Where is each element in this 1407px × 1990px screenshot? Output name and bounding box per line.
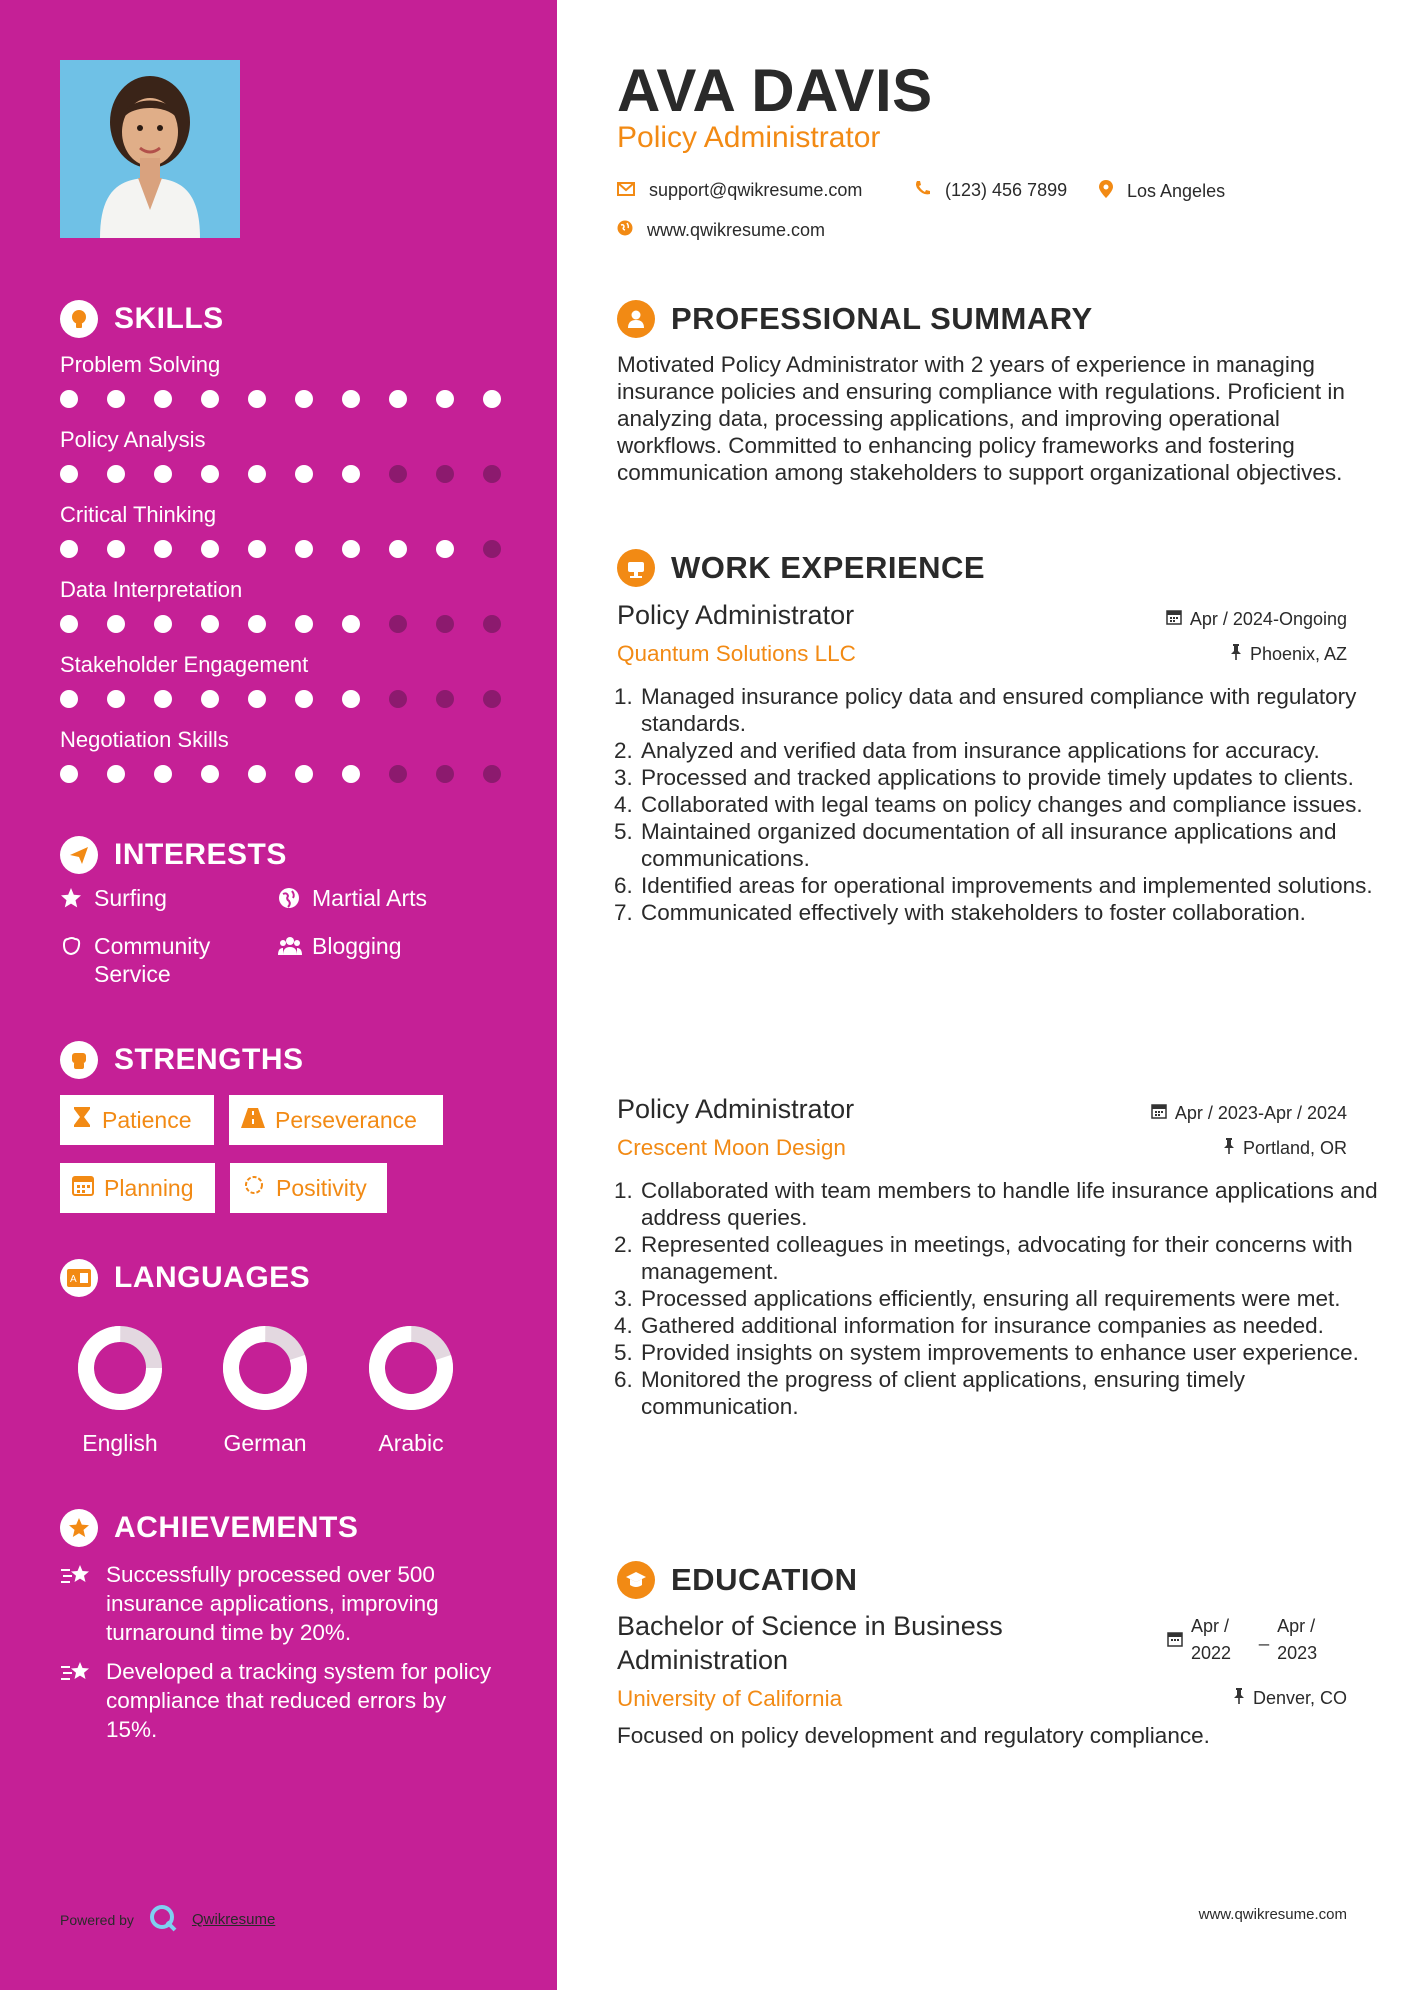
job-duty: 3. Processed applications efficiently, ensuring all requirements were met. (639, 1285, 1384, 1312)
strength-chip (229, 1095, 443, 1145)
translate-icon (60, 1259, 98, 1297)
calendar-icon (1167, 1613, 1183, 1667)
achievement-item (60, 1657, 500, 1744)
language-name: English (82, 1430, 158, 1456)
education-start (1191, 1613, 1231, 1667)
summary-title: PROFESSIONAL SUMMARY (671, 301, 1093, 336)
degree-title (617, 1609, 1003, 1677)
school-name: University of California (617, 1686, 843, 1711)
rating-dot-filled (342, 615, 360, 633)
rating-dot-filled (60, 615, 78, 633)
job-location (1230, 644, 1347, 665)
powered-label: Powered by (60, 1911, 134, 1928)
sun-icon (242, 1173, 266, 1203)
pin-icon (1233, 1688, 1245, 1709)
rating-dot-filled (60, 390, 78, 408)
rating-dot-filled (389, 390, 407, 408)
rating-dot-filled (201, 615, 219, 633)
interests-heading (60, 836, 287, 874)
date-part: Apr / (1277, 1616, 1316, 1636)
languages-title: LANGUAGES (114, 1261, 311, 1294)
globe-icon (617, 220, 633, 241)
road-icon (241, 1107, 265, 1134)
rating-dot-empty (436, 615, 454, 633)
sidebar (0, 0, 557, 1990)
skill-label: Data Interpretation (60, 577, 243, 602)
rating-dot-filled (295, 540, 313, 558)
rating-dot-filled (154, 690, 172, 708)
graduation-cap-icon (617, 1561, 655, 1599)
calendar-icon (1166, 609, 1182, 630)
rating-dot-empty (389, 615, 407, 633)
skill-rating (60, 765, 501, 783)
rating-dot-empty (436, 765, 454, 783)
experience-title: WORK EXPERIENCE (671, 550, 986, 585)
interests-title: INTERESTS (114, 838, 287, 871)
job-duty: 7. Communicated effectively with stakeholders to foster collaboration. (639, 899, 1384, 926)
map-pin-icon (1099, 180, 1113, 203)
shooting-star-icon (60, 1657, 92, 1744)
job-dates-text: Apr / 2024-Ongoing (1189, 609, 1347, 629)
qwikresume-logo-icon (148, 1903, 178, 1936)
phone-text[interactable]: (123) 456 7899 (945, 180, 1068, 200)
strength-chip (60, 1095, 214, 1145)
rating-dot-filled (248, 690, 266, 708)
language-item (200, 1325, 330, 1457)
rating-dot-filled (248, 540, 266, 558)
rating-dot-empty (436, 690, 454, 708)
rating-dot-filled (154, 615, 172, 633)
rating-dot-filled (342, 765, 360, 783)
experience-heading (617, 549, 985, 587)
interest-item (278, 884, 427, 915)
contact-website (617, 220, 825, 241)
strengths-title: STRENGTHS (114, 1043, 304, 1076)
job-location-text: Portland, OR (1242, 1138, 1347, 1158)
school-location-text: Denver, CO (1252, 1688, 1347, 1708)
education-heading (617, 1561, 857, 1599)
skill-label: Policy Analysis (60, 427, 206, 452)
strength-label: Patience (102, 1106, 192, 1133)
email-text[interactable]: support@qwikresume.com (649, 180, 863, 200)
date-part: 2023 (1277, 1643, 1318, 1663)
interest-item (278, 932, 402, 963)
rating-dot-filled (107, 540, 125, 558)
job-location-text: Phoenix, AZ (1249, 644, 1347, 664)
date-part: 2022 (1191, 1643, 1232, 1663)
powered-by (60, 1903, 275, 1936)
rating-dot-filled (201, 390, 219, 408)
contact-email (617, 180, 862, 201)
skill-label: Problem Solving (60, 352, 221, 377)
skill-rating (60, 690, 501, 708)
job-duty: 2. Represented colleagues in meetings, advocating for their concerns with management. (639, 1231, 1384, 1285)
rating-dot-empty (389, 690, 407, 708)
interest-label: Community Service (94, 933, 211, 987)
language-donut (368, 1325, 454, 1411)
language-name: Arabic (378, 1430, 444, 1456)
rating-dot-filled (201, 465, 219, 483)
skill-label: Critical Thinking (60, 502, 217, 527)
job-company: Quantum Solutions LLC (617, 641, 856, 666)
lightbulb-icon (60, 300, 98, 338)
skill-label: Stakeholder Engagement (60, 652, 309, 677)
achievement-item (60, 1560, 500, 1647)
job-duty: 6. Monitored the progress of client applications, ensuring timely communication. (639, 1366, 1384, 1420)
language-donut (77, 1325, 163, 1411)
job-dates (1166, 609, 1347, 630)
rating-dot-filled (201, 540, 219, 558)
language-item (346, 1325, 476, 1457)
rating-dot-filled (436, 540, 454, 558)
rating-dot-filled (342, 540, 360, 558)
website-text[interactable]: www.qwikresume.com (647, 220, 826, 240)
skills-heading (60, 300, 224, 338)
achievement-text: Developed a tracking system for policy compliance that reduced errors by 15%. (106, 1659, 492, 1742)
profile-photo (60, 60, 240, 238)
candidate-role: Policy Administrator (617, 121, 881, 154)
job-duty: 6. Identified areas for operational improvements and implemented solutions. (639, 872, 1384, 899)
rating-dot-filled (295, 465, 313, 483)
rating-dot-filled (154, 390, 172, 408)
skill-label: Negotiation Skills (60, 727, 229, 752)
envelope-icon (617, 180, 635, 201)
education-description: Focused on policy development and regulatory compliance. (617, 1723, 1210, 1748)
rating-dot-filled (295, 390, 313, 408)
language-name: German (223, 1430, 307, 1456)
rating-dot-filled (154, 765, 172, 783)
job-company: Crescent Moon Design (617, 1135, 846, 1160)
job-duty: 5. Provided insights on system improvements to enhance user experience. (639, 1339, 1384, 1366)
skill-rating (60, 615, 501, 633)
skill-rating (60, 390, 501, 408)
footer-url[interactable]: www.qwikresume.com (1198, 1906, 1347, 1923)
job-duty: 2. Analyzed and verified data from insurance applications for accuracy. (639, 737, 1384, 764)
strength-chip (60, 1163, 215, 1213)
rating-dot-empty (483, 540, 501, 558)
education-title: EDUCATION (671, 1562, 858, 1597)
strength-chip (230, 1163, 387, 1213)
language-item (55, 1325, 185, 1457)
candidate-name: AVA DAVIS (617, 57, 933, 124)
rating-dot-filled (107, 765, 125, 783)
summary-text: Motivated Policy Administrator with 2 years of experience in managing insurance policies and ensuring compliance with regulations. Proficient in analyzing data, processing applications, and improving operational workflows. Committed to enhancing policy frameworks and fostering communication among stakeholders to support organizational objectives. (617, 352, 1345, 485)
strength-label: Perseverance (275, 1106, 417, 1133)
languages-heading (60, 1259, 310, 1297)
interest-label: Surfing (94, 885, 167, 911)
hourglass-icon (72, 1106, 92, 1134)
rating-dot-filled (60, 690, 78, 708)
donut-fill (222, 1325, 308, 1411)
star-icon (60, 884, 82, 915)
donut-fill (368, 1325, 454, 1411)
skills-title: SKILLS (114, 302, 224, 335)
interest-item (60, 932, 260, 988)
rating-dot-empty (389, 765, 407, 783)
svg-text:A: A (70, 1274, 77, 1285)
degree-line: Administration (617, 1645, 789, 1675)
rating-dot-filled (201, 690, 219, 708)
hand-icon (60, 932, 82, 988)
achievement-text: Successfully processed over 500 insurance applications, improving turnaround time by 20%. (106, 1562, 439, 1645)
rating-dot-filled (107, 390, 125, 408)
fist-icon (60, 1041, 98, 1079)
pin-icon (1230, 644, 1242, 665)
rating-dot-filled (154, 465, 172, 483)
strengths-heading (60, 1041, 304, 1079)
job-duties-list (617, 683, 1384, 926)
rating-dot-empty (483, 690, 501, 708)
rating-dot-filled (60, 765, 78, 783)
rating-dot-filled (154, 540, 172, 558)
phone-icon (915, 180, 931, 201)
rating-dot-empty (483, 465, 501, 483)
calendar-icon (72, 1174, 94, 1202)
school-location (1233, 1688, 1347, 1709)
skill-rating (60, 465, 501, 483)
education-end (1277, 1613, 1317, 1667)
rating-dot-filled (295, 690, 313, 708)
job-dates-text: Apr / 2023-Apr / 2024 (1174, 1103, 1347, 1123)
rating-dot-empty (436, 465, 454, 483)
job-duty: 4. Collaborated with legal teams on policy changes and compliance issues. (639, 791, 1384, 818)
interest-label: Martial Arts (312, 885, 428, 911)
job-location (1223, 1138, 1347, 1159)
globe-icon (278, 884, 300, 915)
users-icon (278, 932, 300, 963)
job-duty: 3. Processed and tracked applications to provide timely updates to clients. (639, 764, 1384, 791)
degree-line: Bachelor of Science in Business (617, 1611, 1003, 1641)
job-dates (1151, 1103, 1347, 1124)
contact-phone (915, 180, 1067, 201)
rating-dot-filled (248, 465, 266, 483)
date-part: Apr / (1191, 1616, 1230, 1636)
rating-dot-filled (342, 390, 360, 408)
strength-label: Positivity (276, 1174, 367, 1201)
user-icon (617, 300, 655, 338)
rating-dot-filled (60, 540, 78, 558)
rating-dot-empty (483, 615, 501, 633)
rating-dot-filled (248, 390, 266, 408)
rating-dot-filled (201, 765, 219, 783)
pin-icon (1223, 1138, 1235, 1159)
rating-dot-filled (389, 540, 407, 558)
rating-dot-filled (342, 465, 360, 483)
education-dates (1167, 1613, 1317, 1667)
rating-dot-filled (60, 465, 78, 483)
job-duty: 5. Maintained organized documentation of all insurance applications and communications. (639, 818, 1384, 872)
strength-label: Planning (104, 1174, 194, 1201)
rating-dot-filled (248, 765, 266, 783)
job-duty: 1. Collaborated with team members to handle life insurance applications and address queries. (639, 1177, 1384, 1231)
rating-dot-filled (483, 390, 501, 408)
rating-dot-filled (107, 690, 125, 708)
rating-dot-filled (107, 465, 125, 483)
language-donut (222, 1325, 308, 1411)
rating-dot-empty (389, 465, 407, 483)
job-title: Policy Administrator (617, 600, 855, 630)
job-duties-list (617, 1177, 1384, 1420)
rating-dot-filled (342, 690, 360, 708)
achievements-heading (60, 1509, 358, 1547)
date-separator: _ (1259, 1626, 1270, 1646)
briefcase-icon (617, 549, 655, 587)
interest-item (60, 884, 167, 915)
powered-brand-link[interactable]: Qwikresume (191, 1911, 276, 1928)
rating-dot-filled (107, 615, 125, 633)
main-content (557, 0, 1407, 1990)
summary-heading (617, 300, 1093, 338)
rating-dot-filled (248, 615, 266, 633)
job-title: Policy Administrator (617, 1094, 855, 1124)
location-text: Los Angeles (1127, 181, 1226, 201)
paper-plane-icon (60, 836, 98, 874)
rating-dot-filled (436, 390, 454, 408)
calendar-icon (1151, 1103, 1167, 1124)
star-badge-icon (60, 1509, 98, 1547)
rating-dot-filled (295, 615, 313, 633)
contact-location (1099, 180, 1225, 203)
shooting-star-icon (60, 1560, 92, 1647)
job-duty: 4. Gathered additional information for insurance companies as needed. (639, 1312, 1384, 1339)
interest-label: Blogging (312, 933, 402, 959)
achievements-title: ACHIEVEMENTS (114, 1511, 359, 1544)
rating-dot-empty (483, 765, 501, 783)
rating-dot-filled (295, 765, 313, 783)
job-duty: 1. Managed insurance policy data and ensured compliance with regulatory standards. (639, 683, 1384, 737)
skill-rating (60, 540, 501, 558)
